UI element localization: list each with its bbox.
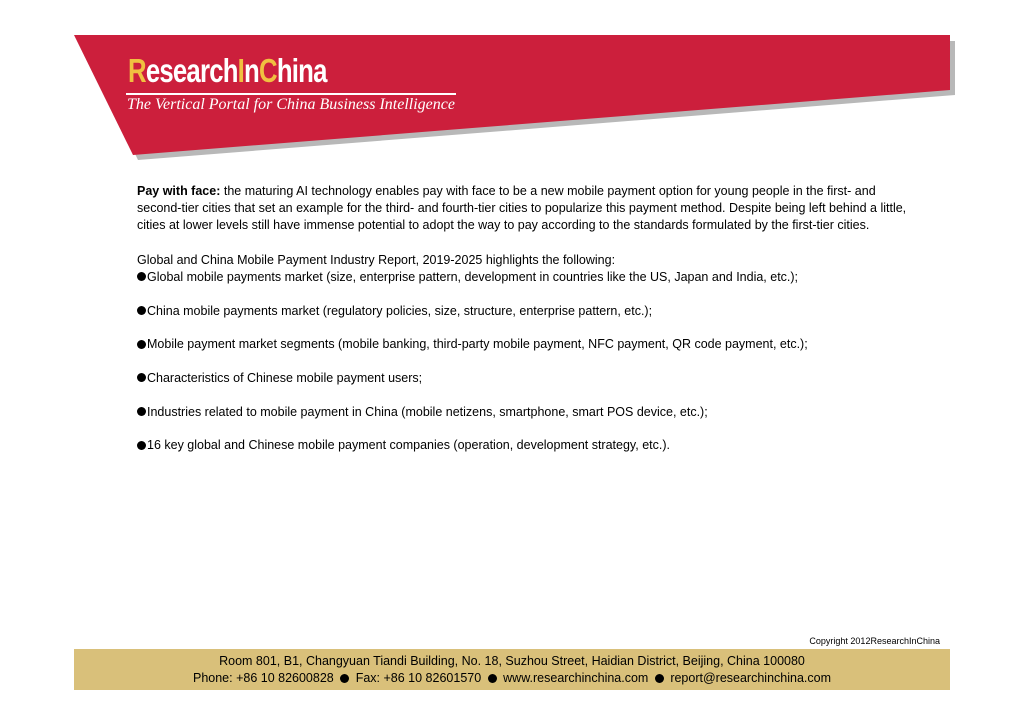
list-item <box>137 336 907 353</box>
bullet-icon <box>137 407 146 416</box>
footer-phone: Phone: +86 10 82600828 <box>192 671 334 685</box>
separator-dot-icon <box>655 674 664 683</box>
list-item <box>137 303 907 320</box>
header-banner <box>0 0 1024 170</box>
list-item-text: 16 key global and Chinese mobile payment companies (operation, development strategy, etc.). <box>147 438 670 453</box>
list-item <box>137 437 907 454</box>
highlights-intro: Global and China Mobile Payment Industry Report, 2019-2025 highlights the following: <box>137 252 616 267</box>
list-item-text: Global mobile payments market (size, enterprise pattern, development in countries like the US, Japan and India, etc.); <box>147 269 799 284</box>
copyright-notice: Copyright 2012ResearchInChina <box>809 636 940 646</box>
bullet-icon <box>137 373 146 382</box>
bullet-icon <box>137 441 146 450</box>
separator-dot-icon <box>488 674 497 683</box>
main-content <box>137 183 907 471</box>
pay-with-face-paragraph <box>137 183 907 235</box>
bullet-icon <box>137 272 146 281</box>
bullet-icon <box>137 306 146 315</box>
list-item <box>137 269 907 286</box>
footer-website-link[interactable]: www.researchinchina.com <box>503 671 649 685</box>
footer-contacts <box>74 670 950 687</box>
tagline: The Vertical Portal for China Business Intelligence <box>127 96 455 113</box>
footer-email-link[interactable]: report@researchinchina.com <box>670 671 831 685</box>
list-item-text: Industries related to mobile payment in China (mobile netizens, smartphone, smart POS device, etc.); <box>147 404 708 419</box>
contact-footer <box>74 649 950 690</box>
separator-dot-icon <box>340 674 349 683</box>
list-item-text: Characteristics of Chinese mobile payment users; <box>147 370 423 385</box>
list-item-text: Mobile payment market segments (mobile banking, third-party mobile payment, NFC payment, QR code payment, etc.); <box>147 337 808 352</box>
list-item <box>137 370 907 387</box>
logo-divider <box>126 93 456 95</box>
company-logo: ResearchInChina <box>128 52 327 89</box>
highlights-list <box>137 269 907 455</box>
footer-address: Room 801, B1, Changyuan Tiandi Building, No. 18, Suzhou Street, Haidian District, Beijing, China 100080 <box>219 654 805 668</box>
bullet-icon <box>137 340 146 349</box>
footer-fax: Fax: +86 10 82601570 <box>355 671 482 685</box>
list-item <box>137 404 907 421</box>
paragraph-body: the maturing AI technology enables pay with face to be a new mobile payment option for young people in the first- and second-tier cities that set an example for the third- and fourth-tier cities to popularize this payment method. Despite being left behind a little, cities at lower levels still have immense potential to adopt the way to pay according to the standards formulated by the first-tier cities. <box>137 184 907 233</box>
list-item-text: China mobile payments market (regulatory policies, size, structure, enterprise pattern, etc.); <box>147 303 653 318</box>
paragraph-lead: Pay with face: <box>137 184 221 198</box>
